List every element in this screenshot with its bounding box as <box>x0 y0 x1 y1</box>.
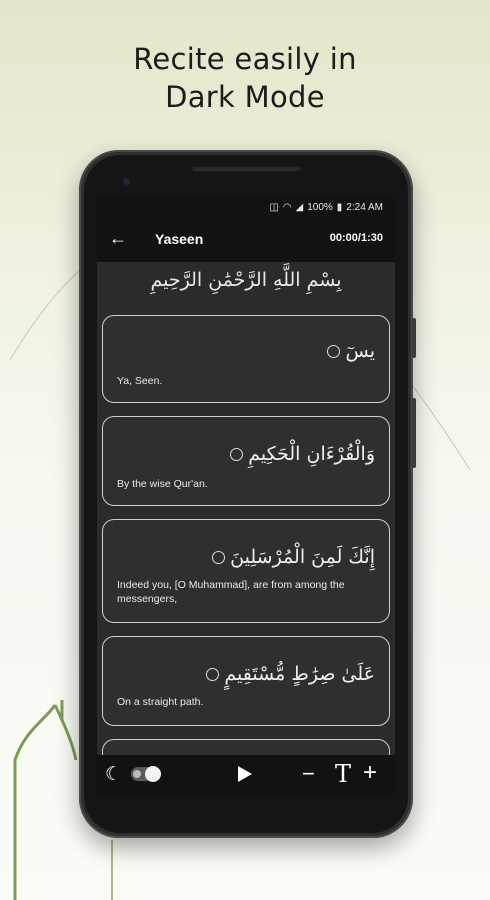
ayah-arabic: عَلَىٰ صِرَٰطٍ مُّسْتَقِيمٍ <box>224 663 375 685</box>
ayah-arabic-row <box>327 340 375 362</box>
ayah-arabic-row <box>206 663 375 685</box>
night-mode-moon-icon[interactable]: ☾ <box>105 764 123 785</box>
ayah-card[interactable] <box>102 636 390 726</box>
ayah-end-marker-icon <box>230 448 243 461</box>
toggle-track-dot <box>133 770 141 778</box>
text-size-icon: T <box>335 760 352 788</box>
ayah-arabic-row <box>230 443 375 465</box>
vibrate-icon: ◫ <box>269 202 279 213</box>
status-time: 2:24 AM <box>346 202 383 213</box>
ayah-card[interactable] <box>102 416 390 506</box>
increase-font-icon[interactable]: + <box>363 759 378 786</box>
ayah-card[interactable] <box>102 315 390 403</box>
bottom-controls-bar <box>97 755 395 795</box>
battery-level: 100% <box>307 202 333 213</box>
headline-line-2: Dark Mode <box>165 80 325 114</box>
ayah-translation: Ya, Seen. <box>117 375 163 387</box>
ayah-arabic-row <box>212 546 375 568</box>
ayah-end-marker-icon <box>206 668 219 681</box>
back-arrow-icon[interactable]: ← <box>109 228 127 248</box>
phone-power-button <box>412 398 416 468</box>
phone-speaker <box>191 166 301 172</box>
app-bar <box>97 219 395 262</box>
ayah-arabic: وَالْقُرْءَانِ الْحَكِيمِ <box>248 443 375 465</box>
audio-timer: 00:00/1:30 <box>329 232 383 244</box>
app-screen <box>97 197 395 795</box>
promo-headline <box>0 40 490 116</box>
ayah-arabic: يسٓ <box>345 340 375 362</box>
surah-title: Yaseen <box>155 231 204 247</box>
ayah-list <box>102 315 390 795</box>
ayah-end-marker-icon <box>327 345 340 358</box>
headline-line-1: Recite easily in <box>133 42 357 76</box>
phone-volume-button <box>412 318 416 358</box>
battery-icon: ▮ <box>336 202 343 213</box>
phone-camera <box>123 178 130 185</box>
ayah-end-marker-icon <box>212 551 225 564</box>
dark-mode-toggle[interactable] <box>131 767 161 781</box>
play-icon[interactable] <box>238 766 252 782</box>
ayah-card[interactable] <box>102 519 390 623</box>
ayah-translation: On a straight path. <box>117 696 204 708</box>
ayah-translation: By the wise Qur'an. <box>117 478 208 490</box>
ayah-translation: Indeed you, [O Muhammad], are from among the messengers, <box>117 579 345 605</box>
wifi-icon: ◠ <box>282 202 292 213</box>
signal-icon: ◢ <box>295 202 304 213</box>
bismillah: بِسْمِ اللَّهِ الرَّحْمَٰنِ الرَّحِيمِ <box>150 269 342 291</box>
decrease-font-icon[interactable]: − <box>302 761 315 786</box>
toggle-knob <box>145 766 161 782</box>
status-bar <box>97 197 395 219</box>
ayah-arabic: إِنَّكَ لَمِنَ الْمُرْسَلِينَ <box>230 546 375 568</box>
